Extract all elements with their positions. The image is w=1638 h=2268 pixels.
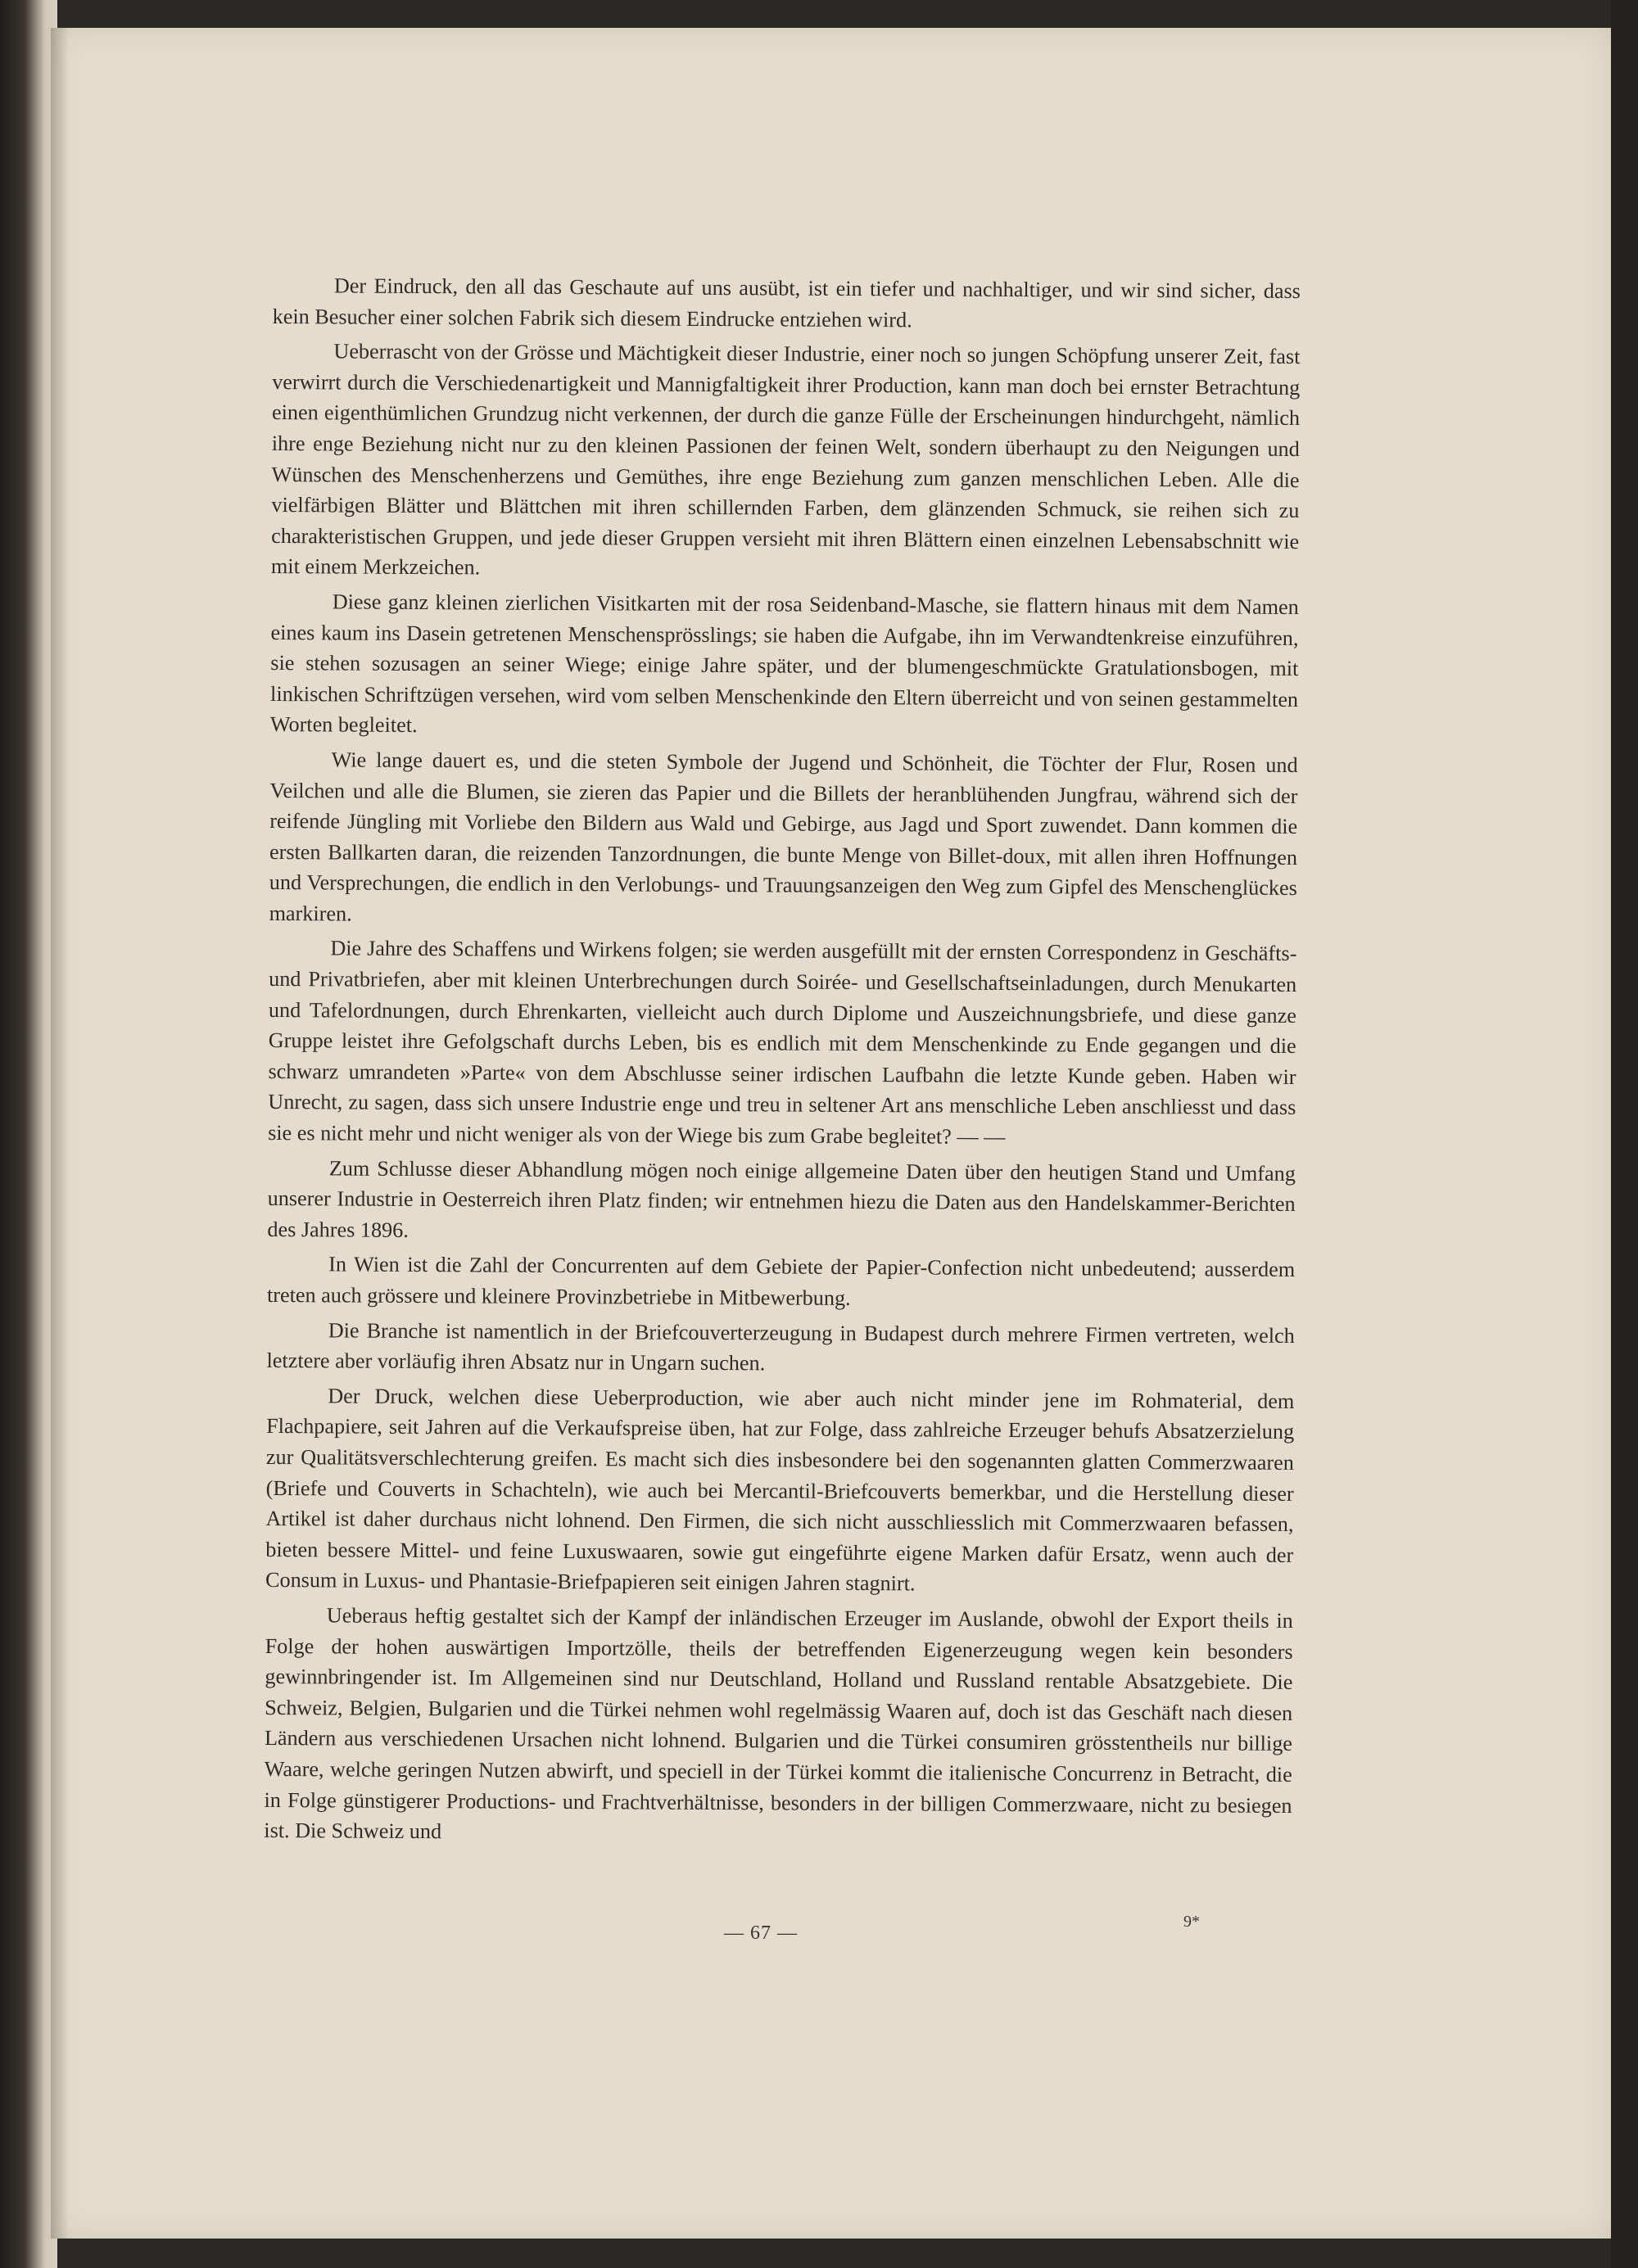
paragraph: Wie lange dauert es, und die steten Symbole der Jugend und Schönheit, die Töchter der Flur, Rosen und Veilchen und alle die Blumen, sie zieren das Papier und die Billets der heranblühenden Jungfrau, während sich der reifende Jüngling mit Vorliebe den Bildern aus Wald und Gebirge, aus Jagd und Sport zuwendet. Dann kommen die ersten Ballkarten daran, die reizenden Tanzordnungen, die bunte Menge von Billet-doux, mit allen ihren Hoffnungen und Versprechungen, die endlich in den Verlobungs- und Trauungsanzeigen den Weg zum Gipfel des Menschenglückes markiren. [269, 748, 1298, 926]
signature-mark: 9* [1183, 1913, 1200, 1931]
paragraph: Ueberrascht von der Grösse und Mächtigkeit dieser Industrie, einer noch so jungen Schöpfung unserer Zeit, fast verwirrt durch die Verschiedenartigkeit und Mannigfaltigkeit ihrer Production, kann man doch bei ernster Betrachtung einen eigenthümlichen Grundzug nicht verkennen, der durch die ganze Fülle der Erscheinungen hindurchgeht, nämlich ihre enge Beziehung nicht nur zu den kleinen Passionen der feinen Welt, sondern überhaupt zu den Neigungen und Wünschen des Menschenherzens und Gemüthes, ihre enge Beziehung zum ganzen menschlichen Leben. Alle die vielfärbigen Blätter und Blättchen mit ihren schillernden Farben, dem glänzenden Schmuck, sie reihen sich zu charakteristischen Gruppen, und jede dieser Gruppen versieht mit ihren Blättern einen einzelnen Lebensabschnitt wie mit einem Merkzeichen. [270, 339, 1301, 580]
page-number: — 67 — [724, 1922, 798, 1944]
paragraph: Der Druck, welchen diese Ueberproduction, wie aber auch nicht minder jene im Rohmaterial, dem Flachpapiere, seit Jahren auf die Verkaufspreise üben, hat zur Folge, dass zahlreiche Erzeuger behufs Absatzerzielung zur Qualitätsverschlechterung greifen. Es macht sich dies insbesondere bei den sogenannten glatten Commerzwaaren (Briefe und Couverts in Schachteln), wie auch bei Mercantil-Briefcouverts bemerkbar, und die Herstellung dieser Artikel ist daher durchaus nicht lohnend. Den Firmen, die sich nicht ausschliesslich mit Commerzwaaren befassen, bieten bessere Mittel- und feine Luxuswaaren, sowie gut eingeführte eigene Marken dafür Ersatz, wenn auch der Consum in Luxus- und Phantasie-Briefpapieren seit einigen Jahren stagnirt. [265, 1384, 1295, 1596]
paragraph: Ueberaus heftig gestaltet sich der Kampf der inländischen Erzeuger im Auslande, obwohl der Export theils in Folge der hohen auswärtigen Importzölle, theils der betreffenden Eigenerzeugung wegen kein besonders gewinnbringender ist. Im Allgemeinen sind nur Deutschland, Holland und Russland rentable Absatzgebiete. Die Schweiz, Belgien, Bulgarien und die Türkei nehmen wohl regelmässig Waaren auf, doch ist das Geschäft nach diesen Ländern aus verschiedenen Ursachen nicht lohnend. Bulgarien und die Türkei consumiren grösstentheils nur billige Waare, welche geringen Nutzen abwirft, und speciell in der Türkei kommt die italienische Concurrenz in Betracht, die in Folge günstigerer Productions- und Frachtverhältnisse, besonders in der billigen Commerzwaare, nicht zu besiegen ist. Die Schweiz und [264, 1603, 1293, 1844]
paragraph: Die Jahre des Schaffens und Wirkens folgen; sie werden ausgefüllt mit der ernsten Correspondenz in Geschäfts- und Privatbriefen, aber mit kleinen Unterbrechungen durch Soirée- und Gesellschaftseinladungen, durch Menukarten und Tafelordnungen, durch Ehrenkarten, vielleicht auch durch Diplome und Auszeichnungsbriefe, und diese ganze Gruppe leistet ihre Gefolgschaft durchs Leben, bis es endlich mit dem Menschenkinde zu Ende gegangen und die schwarz umrandeten »Parte« von dem Abschlusse seiner irdischen Laufbahn die letzte Kunde geben. Haben wir Unrecht, zu sagen, dass sich unsere Industrie enge und treu in seltener Art ans menschliche Leben anschliesst und dass sie es nicht mehr und nicht weniger als von der Wiege bis zum Grabe begleitet? — — [268, 936, 1297, 1150]
paragraph: Zum Schlusse dieser Abhandlung mögen noch einige allgemeine Daten über den heutigen Stand und Umfang unserer Industrie in Oesterreich ihren Platz finden; wir entnehmen hiezu die Daten aus den Handelskammer-Berichten des Jahres 1896. [267, 1156, 1296, 1242]
page-fold-shadow [51, 28, 69, 2239]
body-text [264, 270, 1301, 1856]
paragraph: Diese ganz kleinen zierlichen Visitkarten mit der rosa Seidenband-Masche, sie flattern hinaus mit dem Namen eines kaum ins Dasein getretenen Menschensprösslings; sie haben die Aufgabe, ihn im Verwandtenkreise einzuführen, sie stehen sozusagen an seiner Wiege; einige Jahre später, und der blumengeschmückte Gratulationsbogen, mit linkischen Schriftzügen versehen, wird vom selben Menschenkinde den Eltern überreicht und von seinen gestammelten Worten begleitet. [269, 590, 1299, 738]
paragraph: In Wien ist die Zahl der Concurrenten auf dem Gebiete der Papier-Confection nicht unbedeutend; ausserdem treten auch grössere und kleinere Provinzbetriebe in Mitbewerbung. [266, 1252, 1296, 1310]
scan-right-border [1611, 0, 1638, 2268]
paragraph: Die Branche ist namentlich in der Briefcouverterzeugung in Budapest durch mehrere Firmen vertreten, welch letztere aber vorläufig ihren Absatz nur in Ungarn suchen. [266, 1317, 1295, 1376]
book-spine-edge [0, 0, 57, 2268]
paragraph: Der Eindruck, den all das Geschaute auf uns ausübt, ist ein tiefer und nachhaltiger, und wir sind sicher, dass kein Besucher einer solchen Fabrik sich diesem Eindrucke entziehen wird. [272, 273, 1301, 332]
